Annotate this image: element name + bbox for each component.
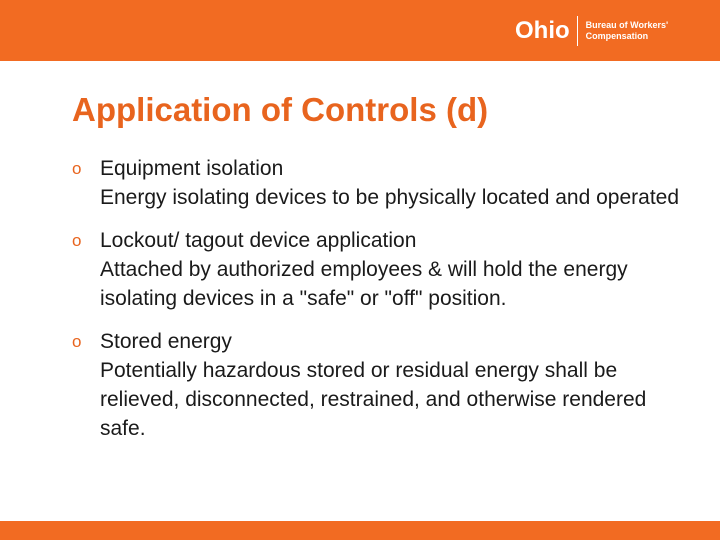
bullet-heading: Lockout/ tagout device application — [100, 229, 417, 252]
bullet-item — [72, 154, 682, 212]
bullet-item — [72, 226, 682, 313]
logo-subtitle-line2: Compensation — [585, 31, 649, 41]
logo-divider — [577, 16, 578, 46]
bullet-body: Potentially hazardous stored or residual energy shall be relieved, disconnected, restrained, and otherwise rendered safe. — [100, 359, 647, 440]
bullet-body: Attached by authorized employees & will hold the energy isolating devices in a "safe" or "off" position. — [100, 258, 628, 310]
bullet-marker-icon: o — [72, 159, 82, 178]
ohio-bwc-logo — [515, 14, 668, 48]
bullet-item — [72, 327, 682, 443]
bullet-marker-icon: o — [72, 332, 82, 351]
bullet-heading: Equipment isolation — [100, 157, 284, 180]
logo-subtitle-line1: Bureau of Workers' — [585, 20, 669, 30]
logo-wordmark: Ohio — [515, 17, 570, 44]
footer-bar — [0, 521, 720, 540]
header-bar — [0, 0, 720, 61]
bullet-marker-icon: o — [72, 231, 82, 250]
bullet-heading: Stored energy — [100, 330, 232, 353]
bullet-list — [72, 154, 682, 457]
logo-subtitle — [586, 20, 669, 42]
bullet-body: Energy isolating devices to be physically located and operated — [100, 186, 680, 209]
slide-title: Application of Controls (d) — [72, 91, 489, 128]
